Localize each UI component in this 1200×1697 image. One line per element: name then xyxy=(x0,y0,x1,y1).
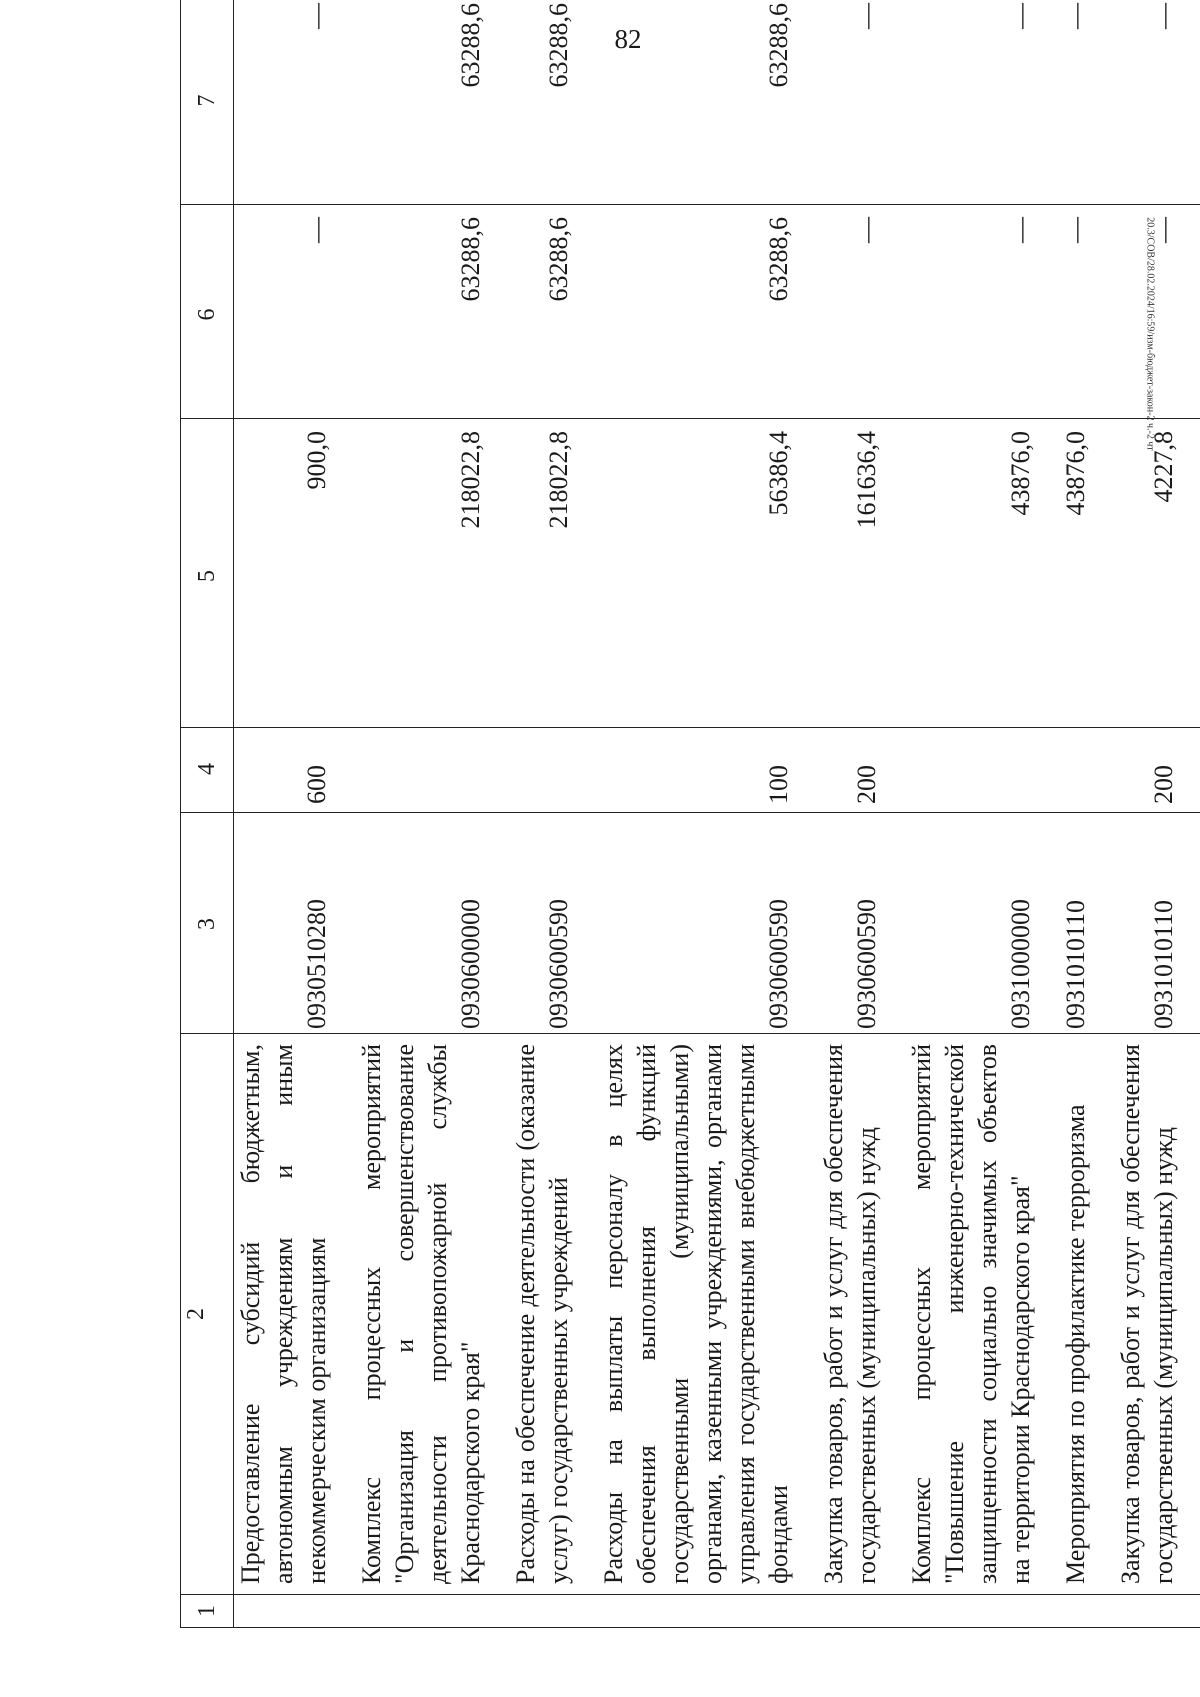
row-type xyxy=(355,728,509,813)
row-description: Предоставление субсидий бюджетным, автономным учреждениям и иным некоммерческим организациям xyxy=(234,1034,356,1595)
row-description: Закупка товаров, работ и услуг для обеспечения государственных (муниципальных) нужд xyxy=(1114,1034,1200,1595)
row-number-cell xyxy=(234,1595,356,1628)
header-col-4: 4 xyxy=(181,728,234,813)
row-amount-6: 63288,6 xyxy=(355,205,509,419)
table-row xyxy=(1114,0,1200,1628)
row-number-cell xyxy=(905,1595,1059,1628)
row-number-cell xyxy=(597,1595,817,1628)
row-number-cell xyxy=(509,1595,597,1628)
document-stamp-text: 20.3/СОВ/28.02.2024/16:59/изм-бюджет-закон-2 ч.-2 чт xyxy=(1144,217,1156,451)
table-row xyxy=(234,0,356,1628)
table-row xyxy=(817,0,905,1628)
table-row xyxy=(905,0,1059,1628)
row-amount-5: 43876,0 xyxy=(1059,419,1114,728)
row-amount-6: — xyxy=(1114,205,1200,419)
row-code: 0931000000 xyxy=(905,813,1059,1034)
row-type xyxy=(509,728,597,813)
row-amount-7: 63288,6 xyxy=(597,0,817,205)
row-amount-6: — xyxy=(234,205,356,419)
row-amount-7: 63288,6 xyxy=(355,0,509,205)
row-type: 600 xyxy=(234,728,356,813)
row-code: 0930600590 xyxy=(817,813,905,1034)
row-amount-5: 161636,4 xyxy=(817,419,905,728)
row-code: 0931010110 xyxy=(1114,813,1200,1034)
row-code: 0930600590 xyxy=(597,813,817,1034)
row-description: Закупка товаров, работ и услуг для обеспечения государственных (муниципальных) нужд xyxy=(817,1034,905,1595)
row-amount-7: 63288,6 xyxy=(509,0,597,205)
row-number-cell xyxy=(1059,1595,1114,1628)
budget-table xyxy=(180,0,1200,1628)
header-col-3: 3 xyxy=(181,813,234,1034)
row-type xyxy=(1059,728,1114,813)
row-amount-5: 900,0 xyxy=(234,419,356,728)
table-row xyxy=(355,0,509,1628)
row-amount-7: — xyxy=(1114,0,1200,205)
row-number-cell xyxy=(1114,1595,1200,1628)
row-amount-5: 218022,8 xyxy=(509,419,597,728)
row-description: Мероприятия по профилактике терроризма xyxy=(1059,1034,1114,1595)
row-amount-6: — xyxy=(905,205,1059,419)
row-amount-7: — xyxy=(817,0,905,205)
row-code: 0930600000 xyxy=(355,813,509,1034)
row-amount-6: 63288,6 xyxy=(509,205,597,419)
row-amount-5: 4227,8 xyxy=(1114,419,1200,728)
row-amount-7: — xyxy=(1059,0,1114,205)
row-amount-6: — xyxy=(817,205,905,419)
row-description: Комплекс процессных мероприятий "Организация и совершенствование деятельности противопожарной службы Краснодарского края" xyxy=(355,1034,509,1595)
row-code: 0931010110 xyxy=(1059,813,1114,1034)
row-amount-6: — xyxy=(1059,205,1114,419)
row-amount-5: 43876,0 xyxy=(905,419,1059,728)
row-amount-5: 218022,8 xyxy=(355,419,509,728)
header-col-1: 1 xyxy=(181,1595,234,1628)
row-amount-7: — xyxy=(905,0,1059,205)
row-type xyxy=(905,728,1059,813)
page-number: 82 xyxy=(614,24,642,54)
header-col-2: 2 xyxy=(181,1034,234,1595)
row-amount-5: 56386,4 xyxy=(597,419,817,728)
table-row xyxy=(1059,0,1114,1628)
row-type: 100 xyxy=(597,728,817,813)
table-row xyxy=(597,0,817,1628)
row-code: 0930600590 xyxy=(509,813,597,1034)
row-amount-6: 63288,6 xyxy=(597,205,817,419)
row-code: 0930510280 xyxy=(234,813,356,1034)
row-description: Комплекс процессных мероприятий "Повышение инженерно-технической защищенности социально значимых объектов на территории Краснодарского края" xyxy=(905,1034,1059,1595)
row-amount-7: — xyxy=(234,0,356,205)
table-header-row xyxy=(181,0,234,1628)
row-number-cell xyxy=(817,1595,905,1628)
row-description: Расходы на обеспечение деятельности (оказание услуг) государственных учреждений xyxy=(509,1034,597,1595)
row-number-cell xyxy=(355,1595,509,1628)
header-col-6: 6 xyxy=(181,205,234,419)
header-col-7: 7 xyxy=(181,0,234,205)
row-type: 200 xyxy=(817,728,905,813)
row-type: 200 xyxy=(1114,728,1200,813)
header-col-5: 5 xyxy=(181,419,234,728)
table-row xyxy=(509,0,597,1628)
row-description: Расходы на выплаты персоналу в целях обеспечения выполнения функций государственными (муниципальными) органами, казенными учреждениями, органами управления государственными внебюджетными фондами xyxy=(597,1034,817,1595)
